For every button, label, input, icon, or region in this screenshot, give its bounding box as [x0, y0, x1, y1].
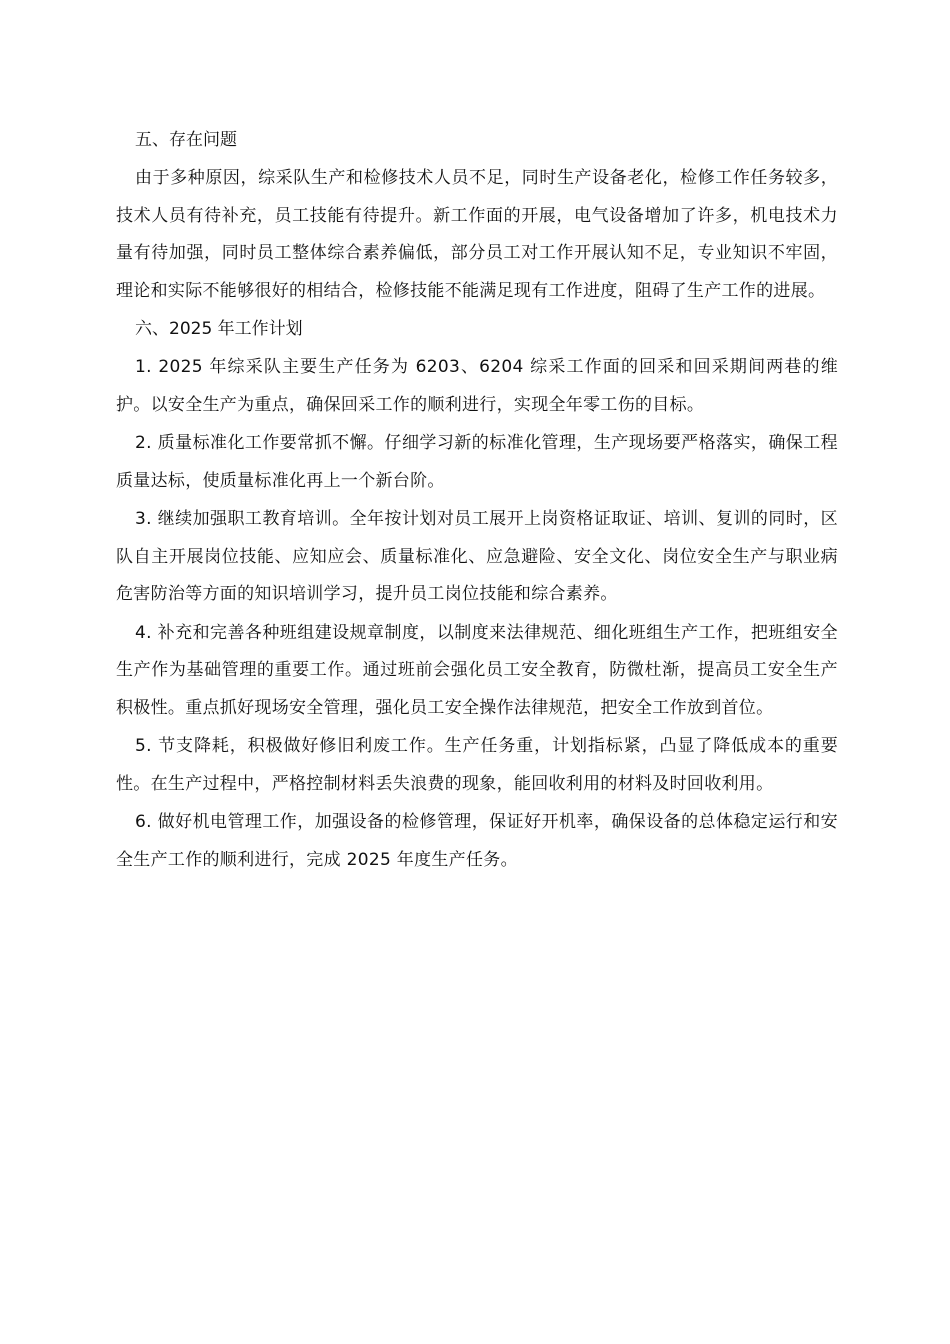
- plan-item-6: 6. 做好机电管理工作，加强设备的检修管理，保证好开机率，确保设备的总体稳定运行和安全生产工作的顺利进行，完成 2025 年度生产任务。: [116, 812, 838, 870]
- plan-item-2: 2. 质量标准化工作要常抓不懈。仔细学习新的标准化管理，生产现场要严格落实，确保工程质量达标，使质量标准化再上一个新台阶。: [116, 433, 838, 491]
- section-5-heading: 五、存在问题: [135, 130, 237, 150]
- document-page: [116, 122, 838, 880]
- plan-item-4: 4. 补充和完善各种班组建设规章制度，以制度来法律规范、细化班组生产工作，把班组安全生产作为基础管理的重要工作。通过班前会强化员工安全教育，防微杜渐，提高员工安全生产积极性。重点抓好现场安全管理，强化员工安全操作法律规范，把安全工作放到首位。: [116, 622, 838, 718]
- plan-item-5: 5. 节支降耗，积极做好修旧利废工作。生产任务重，计划指标紧，凸显了降低成本的重要性。在生产过程中，严格控制材料丢失浪费的现象，能回收利用的材料及时回收利用。: [116, 736, 838, 794]
- section-5-paragraph: 由于多种原因，综采队生产和检修技术人员不足，同时生产设备老化，检修工作任务较多，技术人员有待补充，员工技能有待提升。新工作面的开展，电气设备增加了许多，机电技术力量有待加强，同时员工整体综合素养偏低，部分员工对工作开展认知不足，专业知识不牢固，理论和实际不能够很好的相结合，检修技能不能满足现有工作进度，阻碍了生产工作的进展。: [116, 168, 838, 301]
- plan-item-1: 1. 2025 年综采队主要生产任务为 6203、6204 综采工作面的回采和回采期间两巷的维护。以安全生产为重点，确保回采工作的顺利进行，实现全年零工伤的目标。: [116, 357, 838, 415]
- section-6-heading: 六、2025 年工作计划: [135, 319, 303, 339]
- plan-item-3: 3. 继续加强职工教育培训。全年按计划对员工展开上岗资格证取证、培训、复训的同时，区队自主开展岗位技能、应知应会、质量标准化、应急避险、安全文化、岗位安全生产与职业病危害防治等方面的知识培训学习，提升员工岗位技能和综合素养。: [116, 509, 838, 604]
